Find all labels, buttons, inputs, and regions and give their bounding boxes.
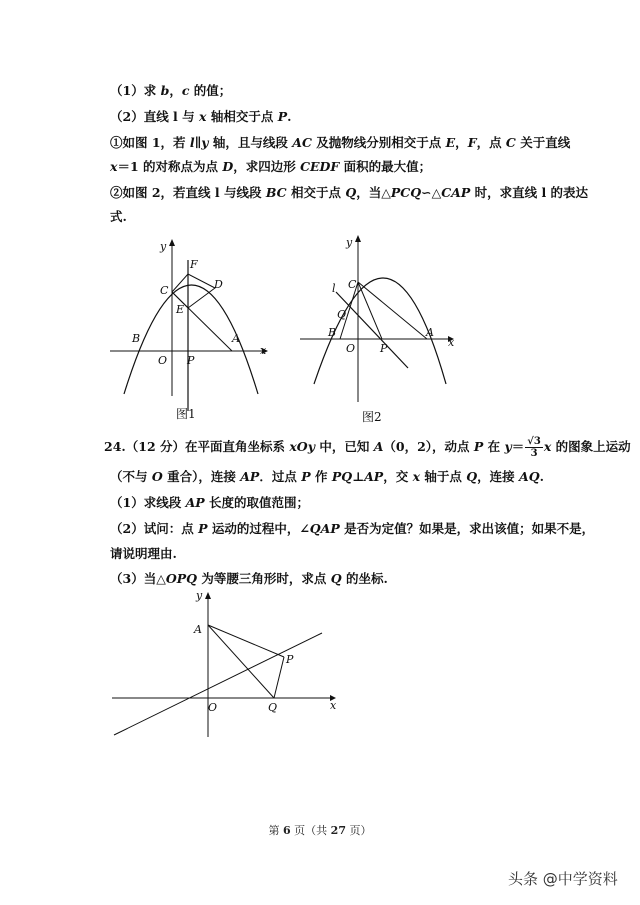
q23-sub1-line1: ①如图 1，若 l∥y 轴，且与线段 AC 及抛物线分别相交于点 E，F，点 C 关于直线 [110, 135, 571, 150]
fig2-label-y: y [346, 236, 353, 249]
figure-1 [110, 236, 280, 426]
fig1-label-d: D [214, 278, 223, 291]
fig2-label-c: C [348, 278, 357, 291]
q23-sub2-line2: 式. [110, 209, 127, 224]
page-footer: 第 6 页（共 27 页） [268, 824, 372, 837]
watermark: 头条 @中学资料 [508, 870, 618, 888]
q24-part3: （3）当△OPQ 为等腰三角形时，求点 Q 的坐标. [110, 571, 388, 586]
fig2-label-x: x [448, 336, 455, 349]
fig1-label-f: F [190, 258, 198, 271]
fig2-caption: 图2 [362, 410, 382, 424]
fig2-line-l [336, 292, 408, 368]
q24-label-p: P [286, 653, 294, 666]
fig1-label-a: A [232, 332, 240, 345]
q23-sub2-line1: ②如图 2，若直线 l 与线段 BC 相交于点 Q，当△PCQ∽△CAP 时，求直线 l 的表达 [110, 185, 589, 200]
fig2-segment-cp [358, 282, 382, 339]
fig2-label-o: O [346, 342, 356, 355]
fig1-label-y: y [160, 240, 167, 253]
fig1-label-c: C [160, 284, 169, 297]
q24-part2-line1: （2）试问：点 P 运动的过程中，∠QAP 是否为定值？如果是，求出该值；如果不是， [110, 521, 595, 536]
fraction-sqrt3-over-3: $\frac{√3}{3}$ [527, 436, 541, 459]
fig2-label-q: Q [337, 308, 347, 321]
fig2-label-l: l [332, 282, 336, 295]
q24-label-o: O [208, 701, 218, 714]
q24-label-y: y [196, 589, 203, 602]
q24-part1: （1）求线段 AP 长度的取值范围； [110, 495, 310, 510]
fig1-label-b: B [132, 332, 141, 345]
q24-label-q: Q [268, 701, 278, 714]
q24-line2: （不与 O 重合），连接 AP．过点 P 作 PQ⊥AP，交 x 轴于点 Q，连接 AQ. [110, 469, 544, 484]
q24-label-x: x [330, 699, 337, 712]
fig1-label-x: x [260, 344, 267, 357]
q24-segment-ap [208, 625, 284, 657]
q23-part2: （2）直线 l 与 x 轴相交于点 P. [110, 109, 292, 124]
q23-part1: （1）求 b，c 的值； [110, 83, 232, 98]
fig2-label-b: B [328, 326, 337, 339]
q24-label-a: A [194, 623, 202, 636]
fig1-label-p: P [187, 354, 195, 367]
figure-q24 [112, 585, 347, 745]
q24-segment-pq [274, 657, 284, 698]
fig2-segment-ca [358, 282, 427, 339]
q24-line-op [114, 633, 322, 735]
q23-sub1-line2: x＝1 的对称点为点 D，求四边形 CEDF 面积的最大值； [110, 159, 432, 174]
q24-part2-line2: 请说明理由. [110, 546, 177, 561]
fig2-label-p: P [380, 342, 388, 355]
q24-stem: 24.（12 分）在平面直角坐标系 xOy 中，已知 A（0，2），动点 P 在 y＝ $\frac{√3}{3}$ x 的图象上运动 [104, 436, 631, 459]
figure-2 [300, 234, 470, 429]
fig1-label-o: O [158, 354, 168, 367]
fig1-label-e: E [176, 303, 185, 316]
fig1-caption: 图1 [176, 407, 196, 421]
fig2-label-a: A [426, 326, 434, 339]
